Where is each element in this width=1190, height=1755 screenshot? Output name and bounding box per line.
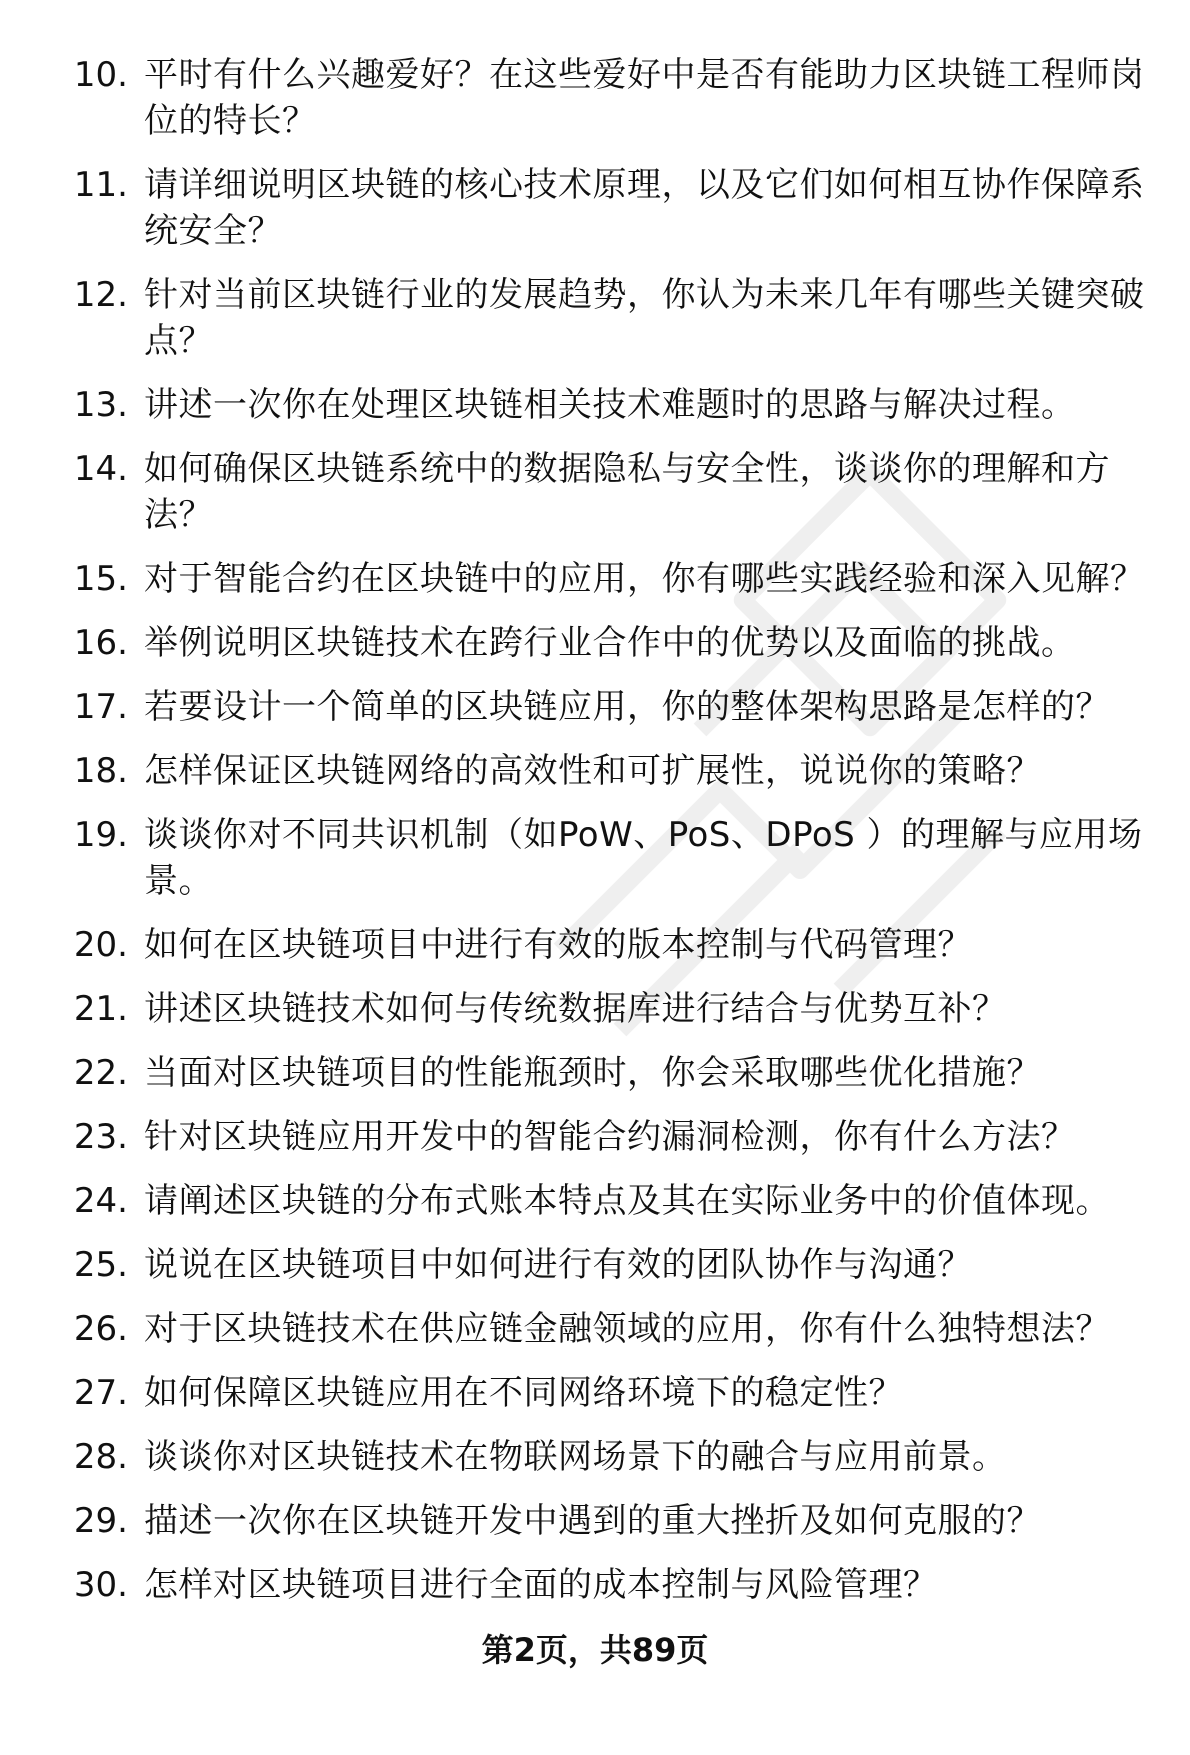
question-number: 11. [73, 165, 128, 205]
question-text: 对于智能合约在区块链中的应用，你有哪些实践经验和深入见解？ [144, 559, 1145, 599]
question-item [56, 272, 1156, 364]
question-number: 28. [73, 1437, 128, 1477]
question-number: 22. [73, 1053, 128, 1093]
question-list [56, 52, 1156, 1626]
question-number: 21. [73, 989, 128, 1029]
page-number-footer: 第2页，共89页 [481, 1631, 709, 1669]
question-item [56, 1562, 1156, 1608]
question-item [56, 1050, 1156, 1096]
question-number: 30. [73, 1565, 128, 1605]
question-text: 请详细说明区块链的核心技术原理，以及它们如何相互协作保障系统安全？ [144, 165, 1145, 251]
question-text: 针对当前区块链行业的发展趋势，你认为未来几年有哪些关键突破点？ [144, 275, 1145, 361]
question-number: 24. [73, 1181, 128, 1221]
question-text: 谈谈你对区块链技术在物联网场景下的融合与应用前景。 [144, 1437, 1007, 1477]
question-text: 怎样对区块链项目进行全面的成本控制与风险管理？ [144, 1565, 938, 1605]
question-item [56, 52, 1156, 144]
question-item [56, 812, 1156, 904]
question-number: 23. [73, 1117, 128, 1157]
question-text: 请阐述区块链的分布式账本特点及其在实际业务中的价值体现。 [144, 1181, 1110, 1221]
question-item [56, 1370, 1156, 1416]
question-text: 描述一次你在区块链开发中遇到的重大挫折及如何克服的？ [144, 1501, 1041, 1541]
question-number: 27. [73, 1373, 128, 1413]
question-item [56, 1434, 1156, 1480]
question-text: 怎样保证区块链网络的高效性和可扩展性，说说你的策略？ [144, 751, 1041, 791]
question-number: 10. [73, 55, 128, 95]
question-item [56, 620, 1156, 666]
question-item [56, 1242, 1156, 1288]
question-number: 13. [73, 385, 128, 425]
question-text: 若要设计一个简单的区块链应用，你的整体架构思路是怎样的？ [144, 687, 1110, 727]
question-text: 如何确保区块链系统中的数据隐私与安全性，谈谈你的理解和方法？ [144, 449, 1110, 535]
question-number: 26. [73, 1309, 128, 1349]
question-item [56, 162, 1156, 254]
question-item [56, 446, 1156, 538]
question-text: 讲述区块链技术如何与传统数据库进行结合与优势互补？ [144, 989, 1007, 1029]
question-number: 19. [73, 815, 128, 855]
question-text: 谈谈你对不同共识机制（如PoW、PoS、DPoS ）的理解与应用场景。 [144, 815, 1143, 901]
question-item [56, 1498, 1156, 1544]
question-item [56, 556, 1156, 602]
question-text: 对于区块链技术在供应链金融领域的应用，你有什么独特想法？ [144, 1309, 1110, 1349]
question-text: 平时有什么兴趣爱好？在这些爱好中是否有能助力区块链工程师岗位的特长？ [144, 55, 1145, 141]
question-item [56, 684, 1156, 730]
question-item [56, 382, 1156, 428]
question-text: 如何在区块链项目中进行有效的版本控制与代码管理？ [144, 925, 972, 965]
question-number: 15. [73, 559, 128, 599]
question-item [56, 1306, 1156, 1352]
question-text: 举例说明区块链技术在跨行业合作中的优势以及面临的挑战。 [144, 623, 1076, 663]
question-item [56, 922, 1156, 968]
question-item [56, 1114, 1156, 1160]
question-item [56, 1178, 1156, 1224]
question-text: 讲述一次你在处理区块链相关技术难题时的思路与解决过程。 [144, 385, 1076, 425]
question-number: 12. [73, 275, 128, 315]
question-number: 20. [73, 925, 128, 965]
question-number: 29. [73, 1501, 128, 1541]
question-text: 针对区块链应用开发中的智能合约漏洞检测，你有什么方法？ [144, 1117, 1076, 1157]
question-text: 如何保障区块链应用在不同网络环境下的稳定性？ [144, 1373, 903, 1413]
question-item [56, 986, 1156, 1032]
question-text: 当面对区块链项目的性能瓶颈时，你会采取哪些优化措施？ [144, 1053, 1041, 1093]
question-number: 17. [73, 687, 128, 727]
question-number: 18. [73, 751, 128, 791]
question-text: 说说在区块链项目中如何进行有效的团队协作与沟通？ [144, 1245, 972, 1285]
question-number: 25. [73, 1245, 128, 1285]
question-item [56, 748, 1156, 794]
question-number: 14. [73, 449, 128, 489]
question-number: 16. [73, 623, 128, 663]
